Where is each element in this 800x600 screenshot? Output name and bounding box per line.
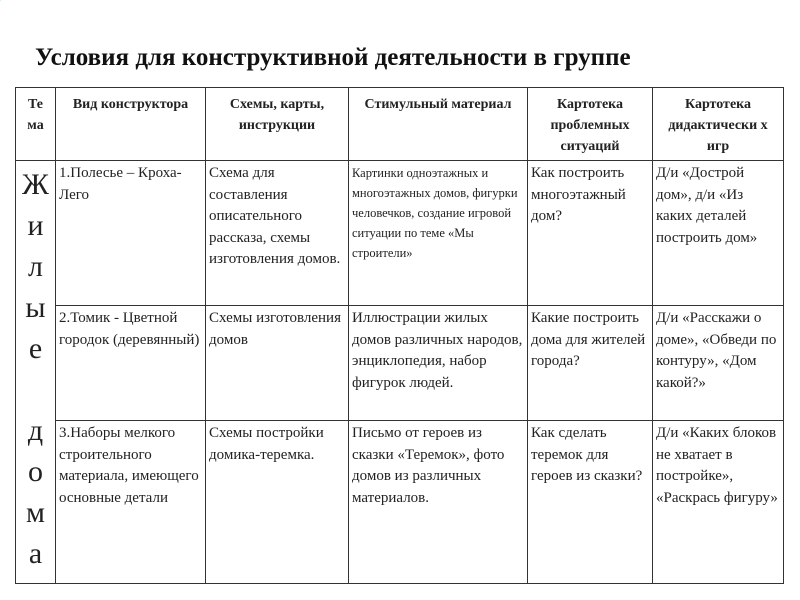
theme-letter: ы: [25, 291, 46, 324]
theme-letter: л: [28, 250, 43, 283]
header-problem-situations: Картотека проблемных ситуаций: [528, 88, 653, 161]
header-constructor: Вид конструктора: [56, 88, 206, 161]
theme-letter: Ж: [22, 168, 49, 201]
cell-stimulus: Письмо от героев из сказки «Теремок», фото домов из различных материалов.: [349, 421, 528, 584]
header-stimulus: Стимульный материал: [349, 88, 528, 161]
cell-constructor: 2.Томик - Цветной городок (деревянный): [56, 306, 206, 421]
header-theme: Те ма: [16, 88, 56, 161]
cell-constructor: 3.Наборы мелкого строительного материала, имеющего основные детали: [56, 421, 206, 584]
table-row: [16, 161, 784, 306]
conditions-table: [15, 87, 784, 584]
cell-problem: Какие построить дома для жителей города?: [528, 306, 653, 421]
table-row: [16, 306, 784, 421]
cell-problem: Как сделать теремок для героев из сказки?: [528, 421, 653, 584]
cell-problem: Как построить многоэтажный дом?: [528, 161, 653, 306]
cell-schemes: Схема для составления описательного рассказа, схемы изготовления домов.: [206, 161, 349, 306]
cell-games: Д/и «Дострой дом», д/и «Из каких деталей построить дом»: [653, 161, 784, 306]
theme-letter: е: [28, 332, 43, 365]
theme-letter: д: [27, 414, 44, 447]
theme-letter: о: [28, 455, 43, 488]
table-row: [16, 421, 784, 584]
cell-games: Д/и «Расскажи о доме», «Обведи по контуру», «Дом какой?»: [653, 306, 784, 421]
theme-letter: а: [28, 537, 43, 570]
cell-stimulus: Иллюстрации жилых домов различных народов, энциклопедия, набор фигурок людей.: [349, 306, 528, 421]
theme-letter: и: [27, 209, 44, 242]
cell-games: Д/и «Каких блоков не хватает в постройке», «Раскрась фигуру»: [653, 421, 784, 584]
header-row: [16, 88, 784, 161]
cell-schemes: Схемы постройки домика-теремка.: [206, 421, 349, 584]
header-didactic-games: Картотека дидактически х игр: [653, 88, 784, 161]
theme-letter: м: [26, 496, 45, 529]
header-schemes: Схемы, карты, инструкции: [206, 88, 349, 161]
theme-cell: [16, 161, 56, 584]
cell-stimulus: Картинки одноэтажных и многоэтажных домов, фигурки человечков, создание игровой ситуации по теме «Мы строители»: [349, 161, 528, 306]
slide-title: Условия для конструктивной деятельности в группе: [35, 44, 631, 71]
cell-constructor: 1.Полесье – Кроха-Лего: [56, 161, 206, 306]
cell-schemes: Схемы изготовления домов: [206, 306, 349, 421]
